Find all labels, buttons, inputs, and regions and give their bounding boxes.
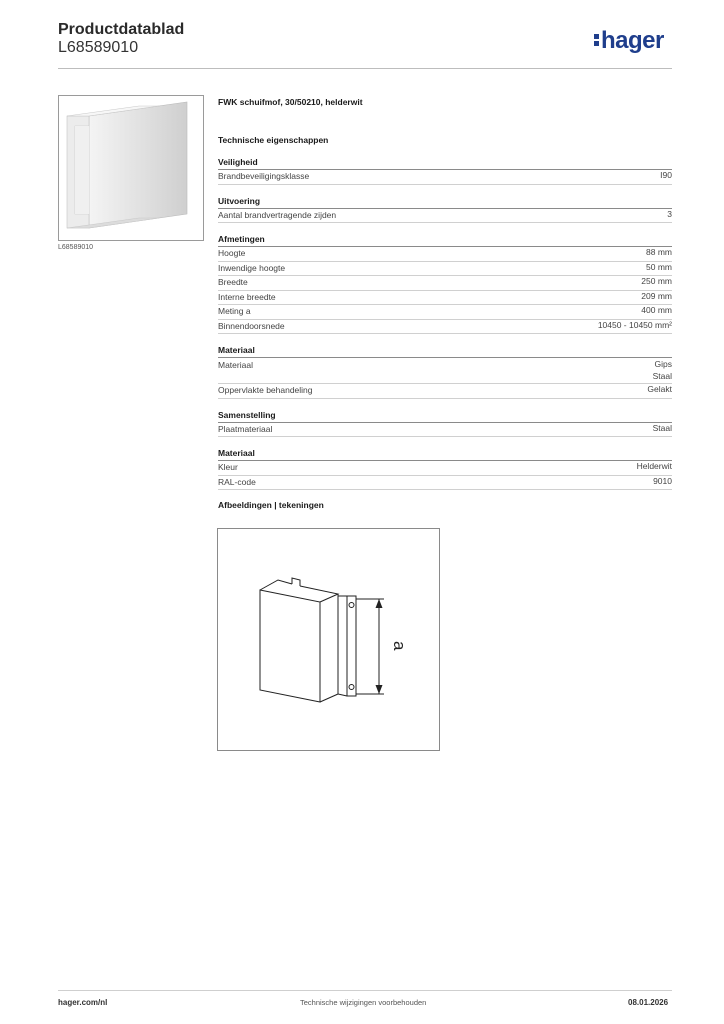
spec-label: Brandbeveiligingsklasse bbox=[218, 171, 310, 181]
spec-value bbox=[646, 262, 672, 276]
spec-label: Inwendige hoogte bbox=[218, 262, 286, 273]
section-title: Materiaal bbox=[218, 344, 672, 358]
spec-row bbox=[218, 384, 672, 399]
spec-label: Kleur bbox=[218, 462, 238, 472]
spec-value-line: Helderwit bbox=[636, 461, 672, 471]
product-image-caption: L68589010 bbox=[58, 244, 94, 251]
spec-section bbox=[218, 233, 672, 334]
spec-value-line: I90 bbox=[660, 170, 672, 180]
spec-label: Plaatmateriaal bbox=[218, 423, 273, 434]
technical-drawing bbox=[217, 528, 440, 751]
spec-row bbox=[218, 461, 672, 476]
spec-value bbox=[653, 359, 672, 382]
spec-value-line: Gelakt bbox=[647, 384, 672, 394]
spec-label: Aantal brandvertragende zijden bbox=[218, 209, 337, 220]
section-title: Materiaal bbox=[218, 447, 672, 461]
spec-label: Breedte bbox=[218, 277, 248, 287]
product-photo-icon bbox=[59, 96, 203, 240]
spec-value bbox=[598, 320, 672, 334]
spec-value bbox=[647, 384, 672, 398]
dimension-drawing-icon bbox=[218, 529, 439, 750]
spec-value-line: 50 mm bbox=[646, 261, 672, 272]
spec-row bbox=[218, 358, 672, 384]
spec-row bbox=[218, 209, 672, 224]
spec-row bbox=[218, 320, 672, 335]
spec-value-line: 88 mm bbox=[646, 247, 672, 257]
spec-section bbox=[218, 344, 672, 399]
spec-label: Oppervlakte behandeling bbox=[218, 385, 313, 395]
spec-label: Materiaal bbox=[218, 360, 253, 370]
spec-section bbox=[218, 447, 672, 490]
section-title: Afmetingen bbox=[218, 233, 672, 247]
footer-divider bbox=[58, 990, 672, 991]
spec-row bbox=[218, 262, 672, 277]
product-image bbox=[58, 95, 204, 241]
spec-value bbox=[637, 461, 672, 475]
page-title: Productdatablad bbox=[58, 21, 185, 38]
spec-row bbox=[218, 291, 672, 306]
section-title: Veiligheid bbox=[218, 156, 672, 170]
spec-section bbox=[218, 195, 672, 224]
footer-date: 08.01.2026 bbox=[628, 998, 669, 1007]
product-code: L68589010 bbox=[58, 39, 139, 56]
spec-value bbox=[646, 247, 672, 261]
spec-value bbox=[641, 291, 672, 305]
header-divider bbox=[58, 68, 672, 69]
spec-label: Interne breedte bbox=[218, 291, 276, 302]
spec-value-line: 10450 - 10450 mm² bbox=[597, 319, 672, 330]
spec-value bbox=[660, 170, 672, 184]
spec-value bbox=[667, 209, 672, 223]
drawings-title: Afbeeldingen | tekeningen bbox=[218, 500, 324, 510]
spec-row bbox=[218, 247, 672, 262]
spec-label: RAL-code bbox=[218, 476, 256, 487]
spec-sections bbox=[218, 156, 672, 490]
spec-row bbox=[218, 305, 672, 320]
spec-label: Meting a bbox=[218, 306, 251, 316]
dimension-label: a bbox=[390, 641, 409, 651]
spec-value-line: Staal bbox=[652, 370, 672, 381]
spec-value-line: Gips bbox=[654, 359, 672, 369]
spec-value-line: Staal bbox=[652, 422, 672, 433]
spec-value-line: 250 mm bbox=[641, 276, 672, 286]
spec-label: Binnendoorsnede bbox=[218, 320, 285, 331]
spec-row bbox=[218, 476, 672, 491]
spec-row bbox=[218, 276, 672, 291]
spec-value bbox=[641, 305, 672, 319]
spec-row bbox=[218, 170, 672, 185]
tech-properties-title: Technische eigenschappen bbox=[218, 135, 329, 145]
spec-value-line: 3 bbox=[667, 208, 672, 219]
spec-value-line: 9010 bbox=[653, 475, 672, 486]
spec-content bbox=[218, 97, 672, 510]
spec-value bbox=[641, 276, 672, 290]
product-name: FWK schuifmof, 30/50210, helderwit bbox=[218, 97, 363, 107]
hager-logo bbox=[594, 27, 664, 55]
spec-row bbox=[218, 423, 672, 438]
spec-section bbox=[218, 409, 672, 438]
spec-label: Hoogte bbox=[218, 248, 246, 258]
spec-value bbox=[653, 476, 672, 490]
logo-text: hager bbox=[601, 27, 664, 54]
spec-value bbox=[653, 423, 672, 437]
spec-value-line: 400 mm bbox=[641, 305, 672, 315]
footer-disclaimer: Technische wijzigingen voorbehouden bbox=[300, 998, 427, 1007]
spec-section bbox=[218, 156, 672, 185]
section-title: Uitvoering bbox=[218, 195, 672, 209]
footer-website-link[interactable]: hager.com/nl bbox=[58, 998, 108, 1007]
spec-value-line: 209 mm bbox=[641, 290, 672, 301]
logo-dots-icon bbox=[594, 31, 599, 47]
section-title: Samenstelling bbox=[218, 409, 672, 423]
